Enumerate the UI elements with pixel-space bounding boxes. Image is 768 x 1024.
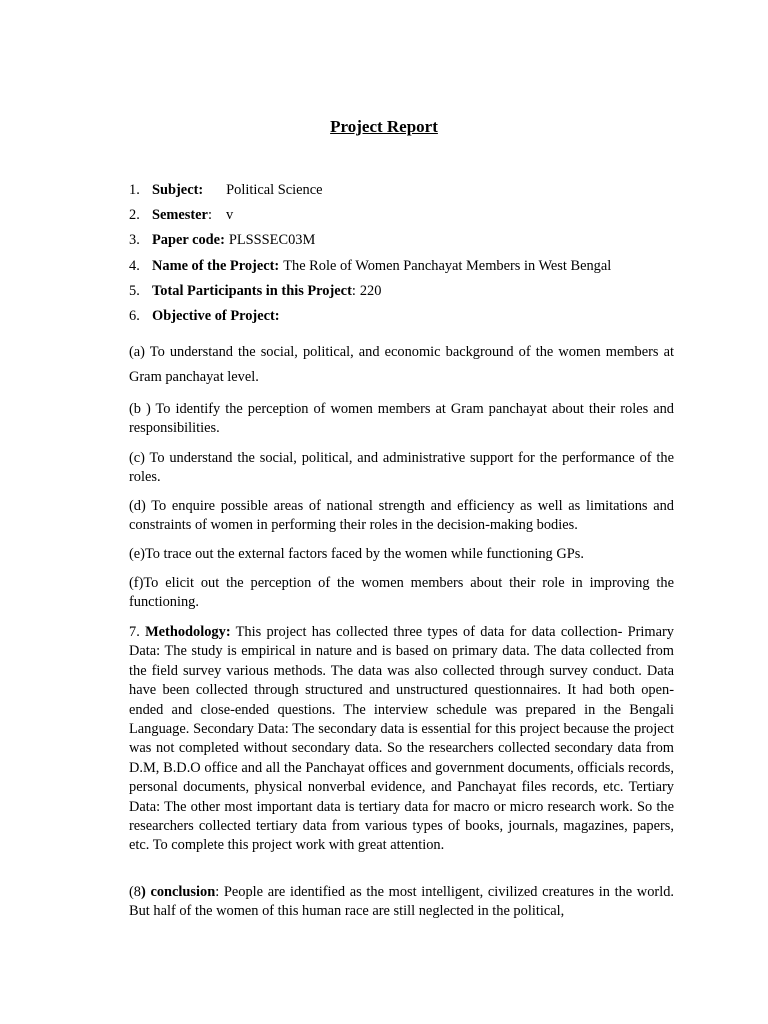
list-item-project-name [129,256,674,281]
list-item-subject [129,180,674,205]
methodology-paragraph [129,623,674,856]
field-separator: : [207,207,212,224]
methodology-heading: Methodology: [145,624,231,640]
objective-f: (f)To elicit out the perception of the women members about their role in improving the functioning. [129,575,674,611]
field-separator: : [351,282,356,299]
objective-c: (c) To understand the social, political, and administrative support for the performance of the roles. [129,450,674,486]
list-number: 6. [129,307,140,324]
objective-b: (b ) To identify the perception of women members at Gram panchayat about their roles and responsibilities. [129,401,674,437]
list-number: 4. [129,257,140,274]
list-number: 2. [129,207,140,224]
methodology-number: 7. [129,624,146,640]
list-number: 3. [129,232,140,249]
conclusion-heading: ) conclusion [141,884,216,900]
field-label: Subject: [152,182,204,198]
field-value: The Role of Women Panchayat Members in West Bengal [283,257,612,274]
list-item-participants [129,281,674,306]
objective-d: (d) To enquire possible areas of national strength and efficiency as well as limitations and constraints of women in performing their roles in the decision-making bodies. [129,498,674,534]
methodology-text: This project has collected three types of data for data collection- Primary Data: The study is empirical in nature and is based on primary data. The data collected from the field survey various methods. The data was also collected through survey conduct. Data have been collected through structured and unstructured questionnaires. It had both open-ended and close-ended questions. The interview schedule was prepared in the Bengali Language. Secondary Data: The secondary data is essential for this project because the project was not completed without secondary data. So the researchers collected secondary data from D.M, B.D.O office and all the Panchayat offices and government documents, officials records, personal documents, physical nonverbal evidence, and Panchayat files records, etc. Tertiary Data: The other most important data is tertiary data for macro or micro research work. So the researchers collected tertiary data from various types of books, journals, magazines, papers, etc. To complete this project work with great attention. [129,624,675,854]
document-title: Project Report [330,117,438,136]
field-label: Objective of Project: [152,307,280,324]
objective-e: (e)To trace out the external factors faced by the women while functioning GPs. [129,546,584,562]
field-list [129,180,674,331]
field-value: v [225,207,234,224]
list-item-paper-code [129,230,674,255]
field-value: Political Science [226,182,323,198]
field-label: Name of the Project: [152,257,280,274]
conclusion-number: (8 [129,884,141,900]
field-label: Paper code: [152,232,225,249]
list-number: 5. [129,282,140,299]
objective-a: (a) To understand the social, political, and economic background of the women members at Gram panchayat level. [129,344,674,385]
conclusion-paragraph [129,883,674,922]
list-item-objective [129,306,674,331]
field-label: Total Participants in this Project [152,282,352,299]
field-value: PLSSSEC03M [228,232,316,249]
list-item-semester [129,205,674,230]
conclusion-text: : People are identified as the most intelligent, civilized creatures in the world. But half of the women of this human race are still neglected in the political, [129,884,674,920]
field-label: Semester [152,207,208,224]
list-number: 1. [129,182,140,198]
field-value: 220 [359,282,382,299]
